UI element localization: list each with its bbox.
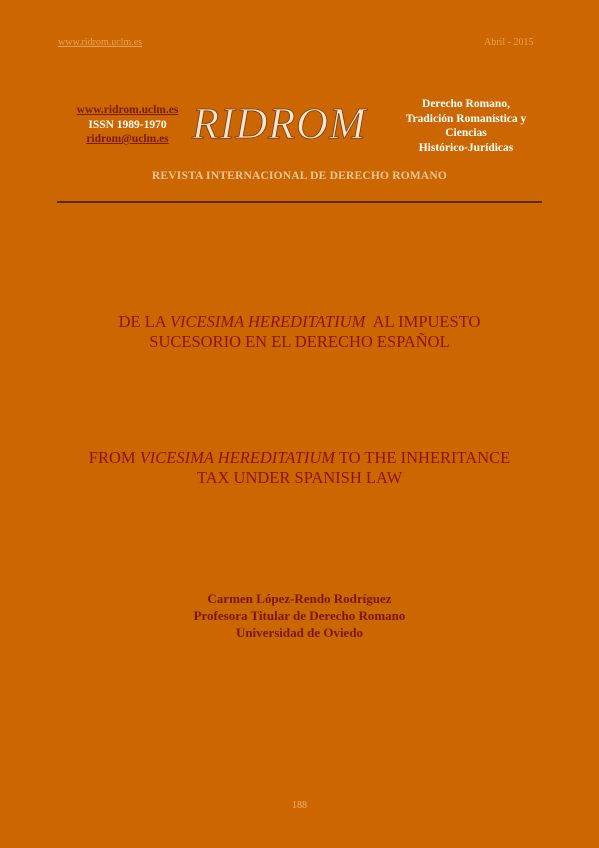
title-es-line2: SUCESORIO EN EL DERECHO ESPAÑOL — [149, 332, 450, 351]
author-institution: Universidad de Oviedo — [235, 625, 364, 640]
title-es-italic: VICESIMA HEREDITATIUM — [169, 312, 366, 331]
author-block — [0, 590, 599, 641]
journal-tagline — [392, 97, 540, 155]
title-en-pre: FROM — [88, 448, 140, 467]
contact-block — [60, 103, 195, 147]
title-english — [40, 448, 559, 488]
logo-text: RIDROM — [192, 99, 367, 148]
tagline-line: Derecho Romano, — [422, 98, 510, 110]
header-date: Abril - 2015 — [484, 37, 534, 48]
title-es-post: AL IMPUESTO — [365, 312, 481, 331]
title-spanish — [40, 312, 559, 352]
title-en-italic: VICESIMA HEREDITATIUM — [139, 448, 336, 467]
email-link[interactable]: ridrom@uclm.es — [86, 133, 169, 145]
author-position: Profesora Titular de Derecho Romano — [193, 608, 406, 623]
website-link[interactable]: www.ridrom.uclm.es — [76, 104, 179, 116]
tagline-line: Tradición Romanística y — [405, 112, 527, 125]
page-number: 188 — [292, 800, 307, 811]
title-en-post: TO THE INHERITANCE — [335, 448, 511, 467]
tagline-line: Histórico-Jurídicas — [418, 141, 514, 154]
title-en-line2: TAX UNDER SPANISH LAW — [196, 468, 403, 487]
issn-label: ISSN 1989-1970 — [88, 118, 167, 131]
tagline-line: Ciencias — [445, 127, 487, 139]
header-url[interactable]: www.ridrom.uclm.es — [58, 37, 143, 48]
title-es-pre: DE LA — [118, 312, 170, 331]
author-name: Carmen López-Rendo Rodríguez — [207, 591, 392, 606]
header-divider — [57, 201, 542, 203]
ridrom-logo — [188, 98, 398, 148]
journal-name: REVISTA INTERNACIONAL DE DERECHO ROMANO — [151, 170, 448, 182]
